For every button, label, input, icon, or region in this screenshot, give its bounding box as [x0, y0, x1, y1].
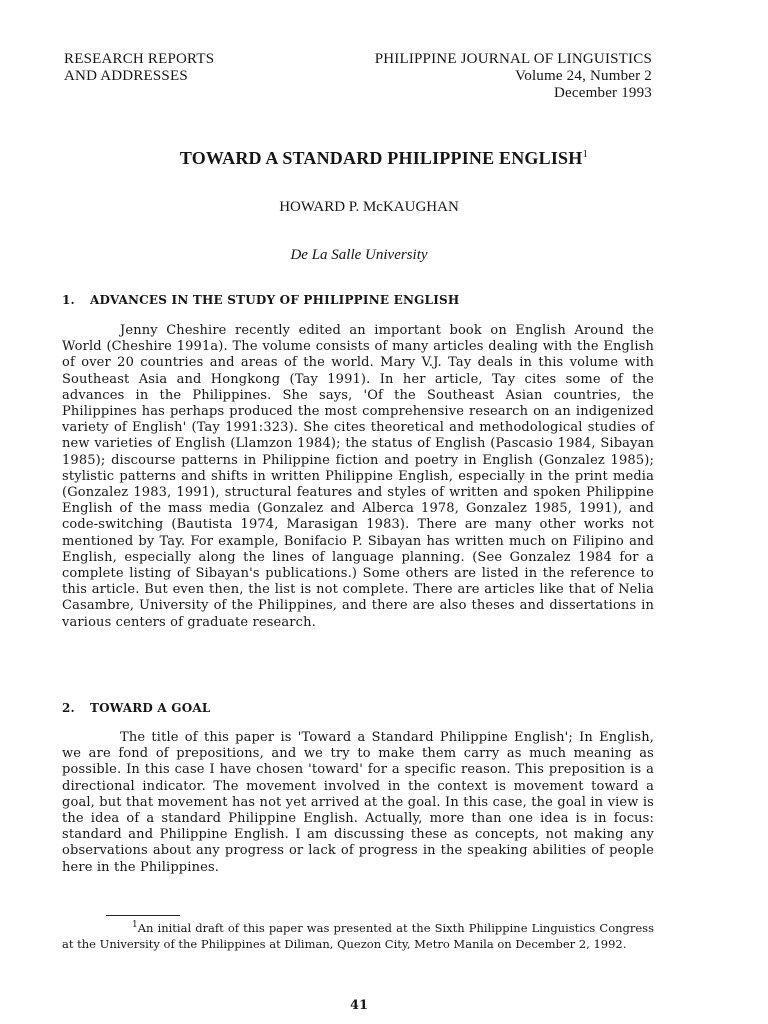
section-number: 2.	[62, 701, 75, 715]
section-heading-1	[62, 293, 459, 307]
section-label-line1: RESEARCH REPORTS	[64, 51, 215, 67]
author-affiliation: De La Salle University	[290, 247, 428, 263]
section-label-line2: AND ADDRESSES	[64, 68, 188, 84]
journal-volume: Volume 24, Number 2	[515, 68, 652, 84]
title-footnote-mark: 1	[582, 148, 589, 160]
author-name: HOWARD P. McKAUGHAN	[279, 199, 459, 215]
section-number: 1.	[62, 293, 75, 307]
article-title-text: TOWARD A STANDARD PHILIPPINE ENGLISH	[179, 148, 583, 168]
section-1-paragraph: Jenny Cheshire recently edited an important book on English Around the World (Cheshire 1991a). The volume consists of many articles dealing with the English of over 20 countries and areas of the world. Mary V.J. Tay deals in this volume with Southeast Asia and Hongkong (Tay 1991). In her article, Tay cites some of the advances in the Philippines. She says, 'Of the Southeast Asian countries, the Philippines has perhaps produced the most comprehensive research on an indigenized variety of English' (Tay 1991:323). She cites theoretical and methodological studies of new varieties of English (Llamzon 1984); the status of English (Pascasio 1984, Sibayan 1985); discourse patterns in Philippine fiction and poetry in English (Gonzalez 1985); stylistic patterns and shifts in written Philippine English, especially in the print media (Gonzalez 1983, 1991), structural features and styles of written and spoken Philippine English of the mass media (Gonzalez and Alberca 1978, Gonzalez 1985, 1991), and code-switching (Bautista 1974, Marasigan 1983). There are many other works not mentioned by Tay. For example, Bonifacio P. Sibayan has written much on Filipino and English, especially along the lines of language planning. (See Gonzalez 1984 for a complete listing of Sibayan's publications.) Some others are listed in the reference to this article. But even then, the list is not complete. There are articles like that of Nelia Casambre, University of the Philippines, and there are also theses and dissertations in various centers of graduate research.	[62, 323, 654, 630]
journal-name: PHILIPPINE JOURNAL OF LINGUISTICS	[374, 51, 652, 67]
footnote-text: An initial draft of this paper was presented at the Sixth Philippine Linguistics Congress at the University of the Philippines at Diliman, Quezon City, Metro Manila on December 2, 1992.	[62, 920, 654, 951]
article-title	[0, 148, 768, 169]
section-label	[64, 51, 214, 85]
section-title: TOWARD A GOAL	[90, 701, 211, 715]
page-number: 41	[349, 998, 369, 1013]
footnote-divider	[106, 915, 180, 916]
section-heading-2	[62, 701, 211, 715]
footnote	[62, 917, 654, 952]
section-title: ADVANCES IN THE STUDY OF PHILIPPINE ENGLISH	[90, 293, 460, 307]
journal-date: December 1993	[554, 85, 652, 101]
journal-info	[375, 51, 652, 102]
section-2-paragraph: The title of this paper is 'Toward a Standard Philippine English'; In English, we are fond of prepositions, and we try to make them carry as much meaning as possible. In this case I have chosen 'toward' for a specific reason. This preposition is a directional indicator. The movement involved in the context is movement toward a goal, but that movement has not yet arrived at the goal. In this case, the goal in view is the idea of a standard Philippine English. Actually, more than one idea is in focus: standard and Philippine English. I am discussing these as concepts, not making any observations about any progress or lack of progress in the speaking abilities of people here in the Philippines.	[62, 730, 654, 875]
footnote-mark: 1	[132, 920, 138, 930]
